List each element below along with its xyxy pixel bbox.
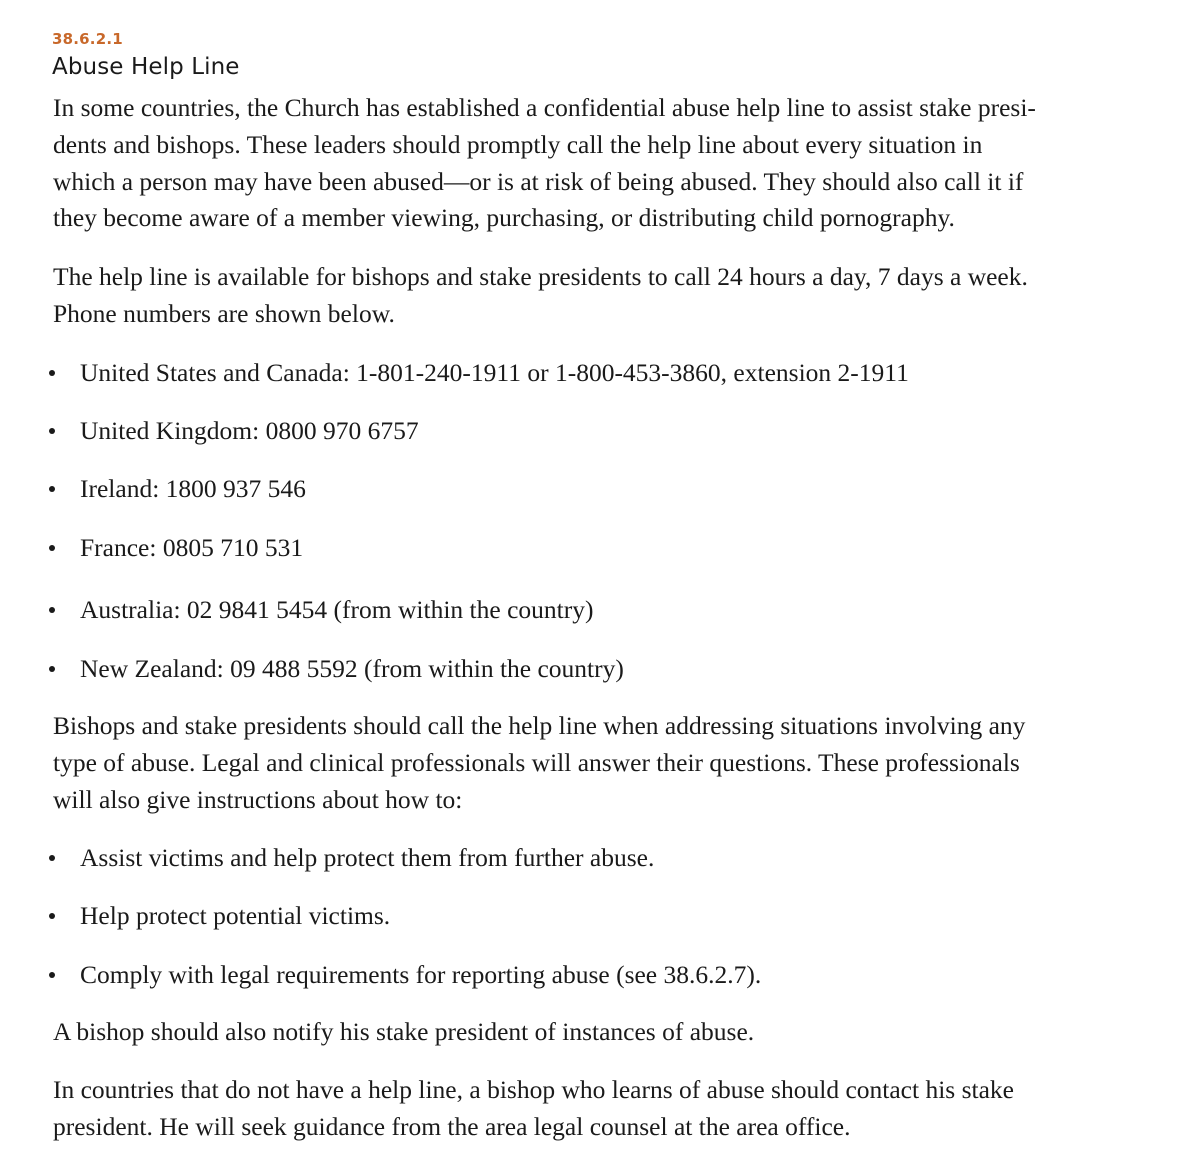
list-item-text: Ireland: 1800 937 546 [80,474,306,503]
availability-paragraph [53,259,1133,333]
list-item [0,355,1200,391]
notify-paragraph [53,1014,1133,1051]
bullet-icon [49,913,55,919]
list-item [0,592,1200,628]
section-number: 38.6.2.1 [52,30,123,48]
list-item [0,413,1200,449]
bullet-icon [49,486,55,492]
paragraph-line: dents and bishops. These leaders should promptly call the help line about every situation in [53,129,983,159]
list-item-text: Help protect potential victims. [80,901,391,930]
list-item [0,840,1200,876]
professionals-paragraph [53,708,1133,818]
bullet-icon [49,545,55,551]
paragraph-line: Phone numbers are shown below. [53,298,395,328]
paragraph-line: In some countries, the Church has established a confidential abuse help line to assist stake presi- [53,93,1036,122]
bullet-icon [49,428,55,434]
paragraph-line: which a person may have been abused—or is at risk of being abused. They should also call it if [53,166,1024,196]
list-item-text: France: 0805 710 531 [80,533,304,562]
bullet-icon [49,972,55,978]
paragraph-line: Bishops and stake presidents should call the help line when addressing situations involving any [53,711,1026,740]
no-help-line-paragraph [53,1072,1133,1146]
list-item-text: United Kingdom: 0800 970 6757 [80,416,419,445]
paragraph-line: type of abuse. Legal and clinical professionals will answer their questions. These professionals [53,747,1020,777]
list-item-text: Comply with legal requirements for reporting abuse (see 38.6.2.7). [80,960,762,989]
list-item [0,957,1200,993]
paragraph-line: president. He will seek guidance from the area legal counsel at the area office. [53,1111,851,1141]
paragraph-line: they become aware of a member viewing, purchasing, or distributing child pornography. [53,203,955,233]
paragraph-line: The help line is available for bishops and stake presidents to call 24 hours a day, 7 days a week. [53,262,1028,291]
paragraph-line: will also give instructions about how to: [53,784,463,814]
bullet-icon [49,666,55,672]
list-item-text: United States and Canada: 1-801-240-1911 or 1-800-453-3860, extension 2-1911 [80,358,909,387]
bullet-icon [49,855,55,861]
intro-paragraph [53,90,1133,237]
bullet-icon [49,370,55,376]
list-item [0,471,1200,507]
paragraph-line: A bishop should also notify his stake president of instances of abuse. [53,1017,755,1046]
list-item-text: Australia: 02 9841 5454 (from within the country) [80,595,594,624]
paragraph-line: In countries that do not have a help line, a bishop who learns of abuse should contact his stake [53,1075,1014,1104]
list-item [0,898,1200,934]
section-title: Abuse Help Line [52,54,240,80]
list-item-text: Assist victims and help protect them from further abuse. [80,843,655,872]
list-item [0,530,1200,566]
bullet-icon [49,607,55,613]
list-item-text: New Zealand: 09 488 5592 (from within the country) [80,654,624,683]
list-item [0,651,1200,687]
